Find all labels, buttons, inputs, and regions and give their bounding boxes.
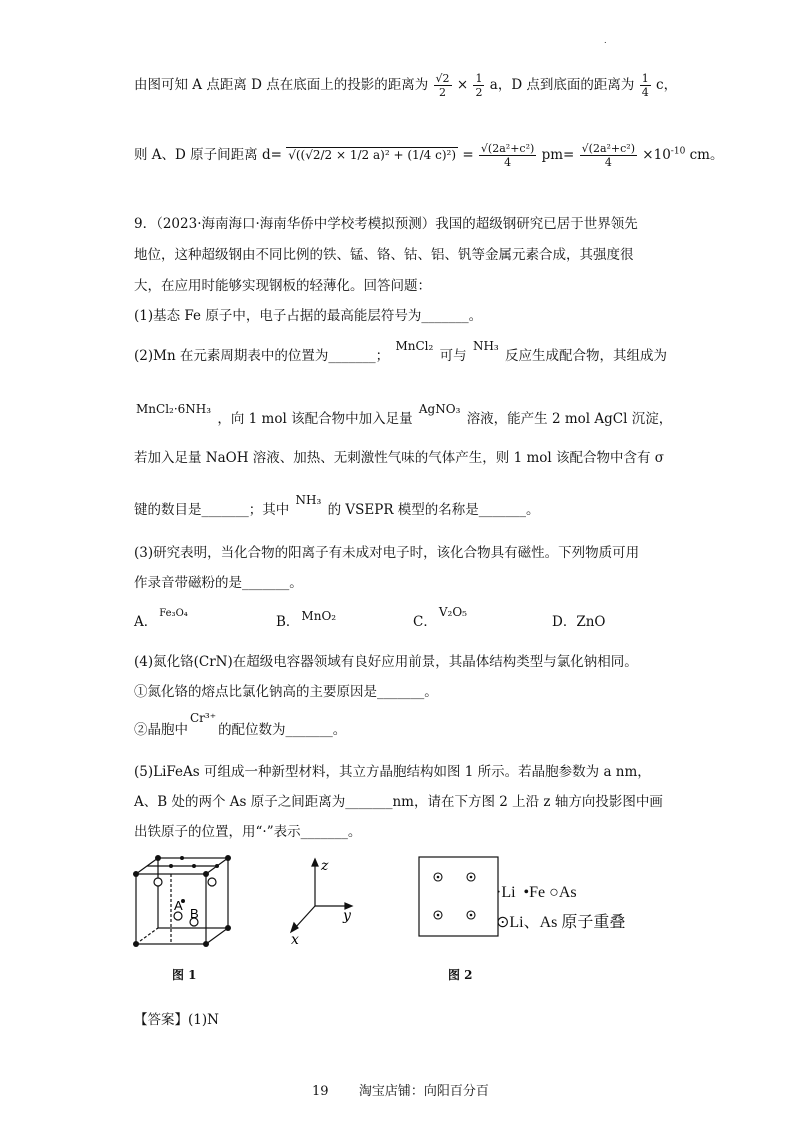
text: 由图可知 A 点距离 D 点在底面上的投影的距离为 [134,77,429,93]
fraction-result-2: $\frac{\text{√(2a²+c²)}}{4}$ [581,142,635,169]
formula-mno2: MnO₂ [301,609,337,623]
q9-sub-2-line-4 [134,493,540,518]
formula-cr3: Cr³⁺ [190,711,217,725]
text: a，D 点到底面的距离为 [489,77,635,93]
axis-z-label: z [321,858,329,874]
text: 溶液，能产生 2 mol AgCl 沉淀， [466,411,673,427]
shop-name: 淘宝店铺：向阳百分百 [358,1084,489,1099]
pm-unit: pm= [541,147,575,163]
solution-line-1 [134,72,677,99]
figure-2-caption: 图 2 [448,968,473,982]
figure-2-legend-row-1 [496,884,577,902]
fraction-1-over-4: $\frac{1}{4}$ [641,72,649,99]
figure-1-unit-cell [128,852,240,952]
q9-sub-1: (1)基态 Fe 原子中，电子占据的最高能层符号为_______。 [134,308,483,324]
figure-1-caption: 图 1 [172,968,197,982]
times-ten: ×10 [642,147,671,163]
formula-nh3: NH₃ [295,493,322,507]
axes-diagram [285,856,365,946]
option-letter: B． [276,614,300,630]
q9-para-3: 大，在应用时能够实现钢板的轻薄化。回答问题： [134,278,431,294]
footer [312,1080,489,1099]
cm-unit: cm。 [689,147,724,163]
text: 反应生成配合物，其组成为 [505,348,668,364]
overlap-atoms [434,873,475,919]
label-b: B [190,906,199,921]
q9-para-1: 9．（2023·海南海口·海南华侨中学校考模拟预测）我国的超级钢研究已居于世界领先 [134,216,638,232]
top-mark: . [604,36,607,45]
legend-as: ○As [549,884,577,901]
q9-sub-3-line-1: (3)研究表明，当化合物的阳离子有未成对电子时，该化合物具有磁性。下列物质可用 [134,545,640,561]
legend-li: ·Li [496,884,516,901]
q9-sub-2-line-1 [134,339,668,364]
q9-sub-5-line-3: 出铁原子的位置，用“·”表示_______。 [134,824,362,840]
q9-sub-4-line-2: ①氮化铬的熔点比氯化钠高的主要原因是_______。 [134,684,438,700]
q9-sub-5-line-1: (5)LiFeAs 可组成一种新型材料，其立方晶胞结构如图 1 所示。若晶胞参数为 a nm， [134,764,651,780]
legend-fe: •Fe [523,884,546,901]
q9-sub-2-line-3: 若加入足量 NaOH 溶液、加热、无刺激性气味的气体产生，则 1 mol 该配合物中含有 σ [134,450,664,466]
formula-mncl2: MnCl₂ [395,339,434,353]
option-letter: C． [413,614,437,630]
option-letter: A． [134,614,158,630]
answer-line: 【答案】(1)N [134,1012,219,1028]
text: c， [656,77,678,93]
axis-x-label: x [291,932,299,946]
formula-v2o5: V₂O₅ [438,605,467,619]
fraction-result-1: $\frac{\text{√(2a²+c²)}}{4}$ [480,142,535,169]
text: (2)Mn 在元素周期表中的位置为_______； [134,348,390,364]
option-a [134,610,190,630]
text: 键的数目是_______；其中 [134,502,290,518]
page-number: 19 [312,1084,329,1099]
q9-sub-4-line-3 [134,711,347,738]
formula-nh3: NH₃ [472,339,499,353]
formula-agno3: AgNO₃ [418,402,461,416]
text: 的配位数为_______。 [218,722,347,738]
formula-complex: MnCl₂·6NH₃ [136,402,212,416]
q9-sub-3-line-2: 作录音带磁粉的是_______。 [134,575,303,591]
option-d: D．ZnO [552,614,606,630]
equals: = [462,147,474,163]
distance-expression: √((√2/2 × 1/2 a)² + (1/4 c)²) [288,148,457,162]
text: ②晶胞中 [134,722,188,738]
solution-line-2 [134,142,723,169]
q9-sub-4-line-1: (4)氮化铬(CrN)在超级电容器领域有良好应用前景，其晶体结构类型与氯化钠相同。 [134,654,638,670]
fraction-1-over-2: $\frac{1}{2}$ [475,72,483,99]
option-c [413,605,469,630]
label-a: A [174,898,183,913]
fraction-sqrt2-over-2: $\frac{√2}{2}$ [435,72,450,99]
option-b [276,610,338,630]
times: × [456,77,469,93]
q9-para-2: 地位，这种超级钢由不同比例的铁、锰、铬、钴、铝、钒等金属元素合成，其强度很 [134,247,634,263]
text: 可与 [439,348,467,364]
text: ，向 1 mol 该配合物中加入足量 [217,411,413,427]
text: 则 A、D 原子间距离 d= [134,147,282,163]
figure-2-legend-row-2: ⊙Li、As 原子重叠 [496,914,626,931]
axis-y-label: y [343,908,351,924]
figure-2-projection [418,856,500,938]
text: 的 VSEPR 模型的名称是_______。 [327,502,540,518]
q9-sub-2-line-2 [134,402,673,427]
as-atoms [154,878,216,926]
exponent: -10 [670,146,686,157]
formula-fe3o4: Fe₃O₄ [159,608,188,619]
q9-sub-5-line-2: A、B 处的两个 As 原子之间距离为_______nm，请在下方图 2 上沿 z 轴方向投影图中画 [134,794,663,810]
